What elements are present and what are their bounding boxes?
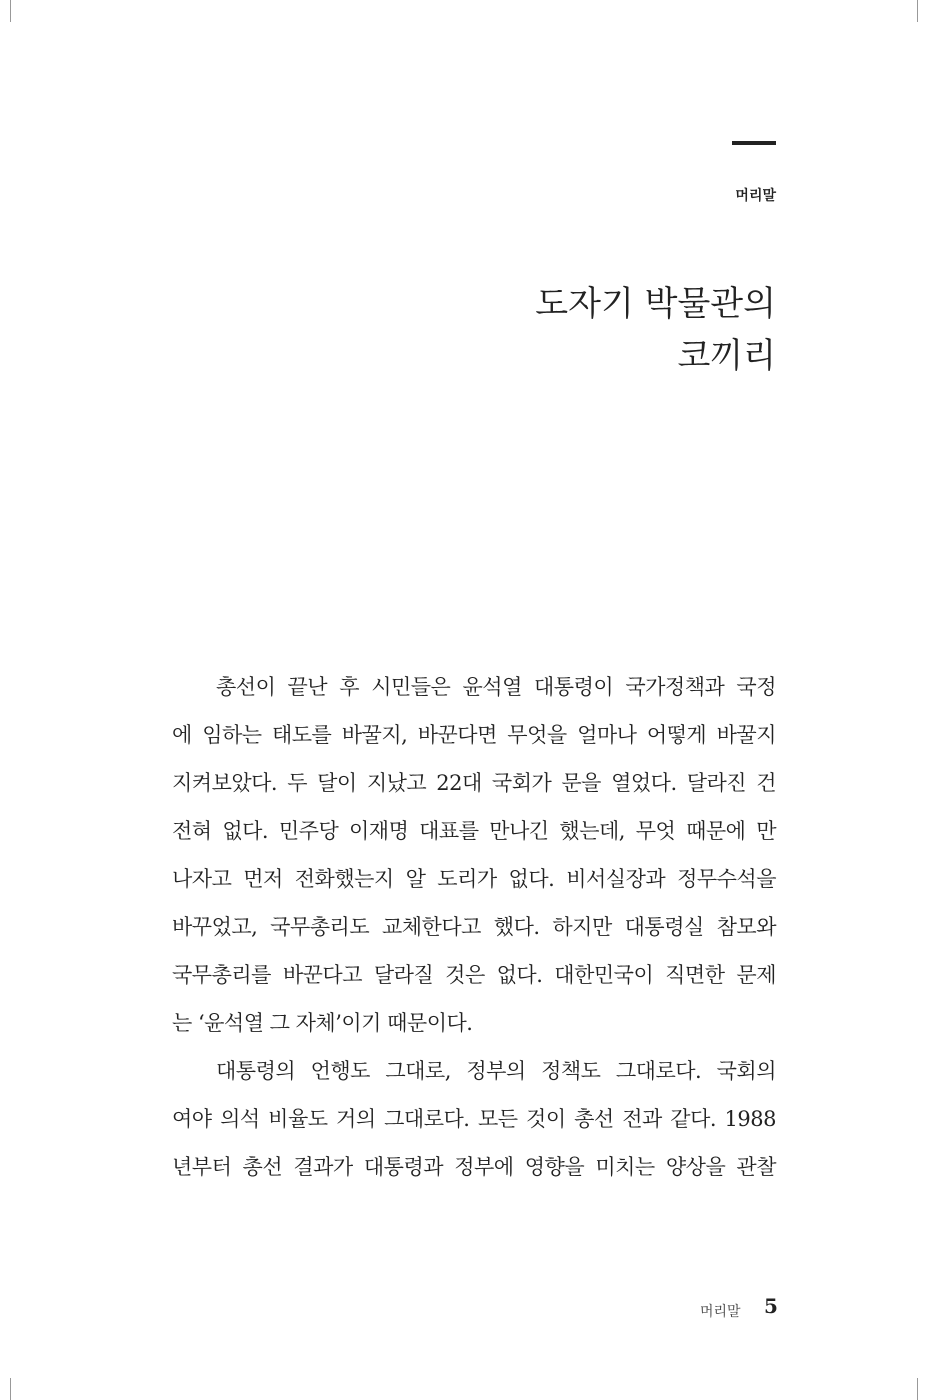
paragraph <box>172 1047 776 1191</box>
text-line: 여야 의석 비율도 거의 그대로다. 모든 것이 총선 전과 같다. 1988 <box>172 1107 776 1131</box>
running-head: 머리말 <box>700 1304 741 1320</box>
text-line: 대통령의 언행도 그대로, 정부의 정책도 그대로다. 국회의 <box>216 1059 776 1083</box>
text-line: 국무총리를 바꾼다고 달라질 것은 없다. 대한민국이 직면한 문제 <box>172 963 776 987</box>
text-line: 에 임하는 태도를 바꿀지, 바꾼다면 무엇을 얼마나 어떻게 바꿀지 <box>172 723 776 747</box>
title-line: 도자기 박물관의 <box>535 284 776 324</box>
crop-mark <box>917 1378 918 1400</box>
crop-mark <box>10 1378 11 1400</box>
text-line: 전혀 없다. 민주당 이재명 대표를 만나긴 했는데, 무엇 때문에 만 <box>172 819 776 843</box>
body-text <box>172 663 776 1191</box>
text-line: 지켜보았다. 두 달이 지났고 22대 국회가 문을 열었다. 달라진 건 <box>172 771 776 795</box>
text-line: 바꾸었고, 국무총리도 교체한다고 했다. 하지만 대통령실 참모와 <box>172 915 776 939</box>
text-line: 나자고 먼저 전화했는지 알 도리가 없다. 비서실장과 정무수석을 <box>172 867 776 891</box>
paragraph <box>172 663 776 1047</box>
section-label: 머리말 <box>735 188 776 204</box>
text-line: 년부터 총선 결과가 대통령과 정부에 영향을 미치는 양상을 관찰 <box>172 1155 776 1179</box>
text-line: 는 ‘윤석열 그 자체’이기 때문이다. <box>172 1011 473 1035</box>
text-line: 총선이 끝난 후 시민들은 윤석열 대통령이 국가정책과 국정 <box>216 675 776 699</box>
title-line: 코끼리 <box>677 336 776 376</box>
chapter-title <box>535 278 776 382</box>
page-number: 5 <box>764 1294 778 1318</box>
crop-mark <box>10 0 11 22</box>
crop-mark <box>917 0 918 22</box>
section-rule <box>732 141 776 145</box>
